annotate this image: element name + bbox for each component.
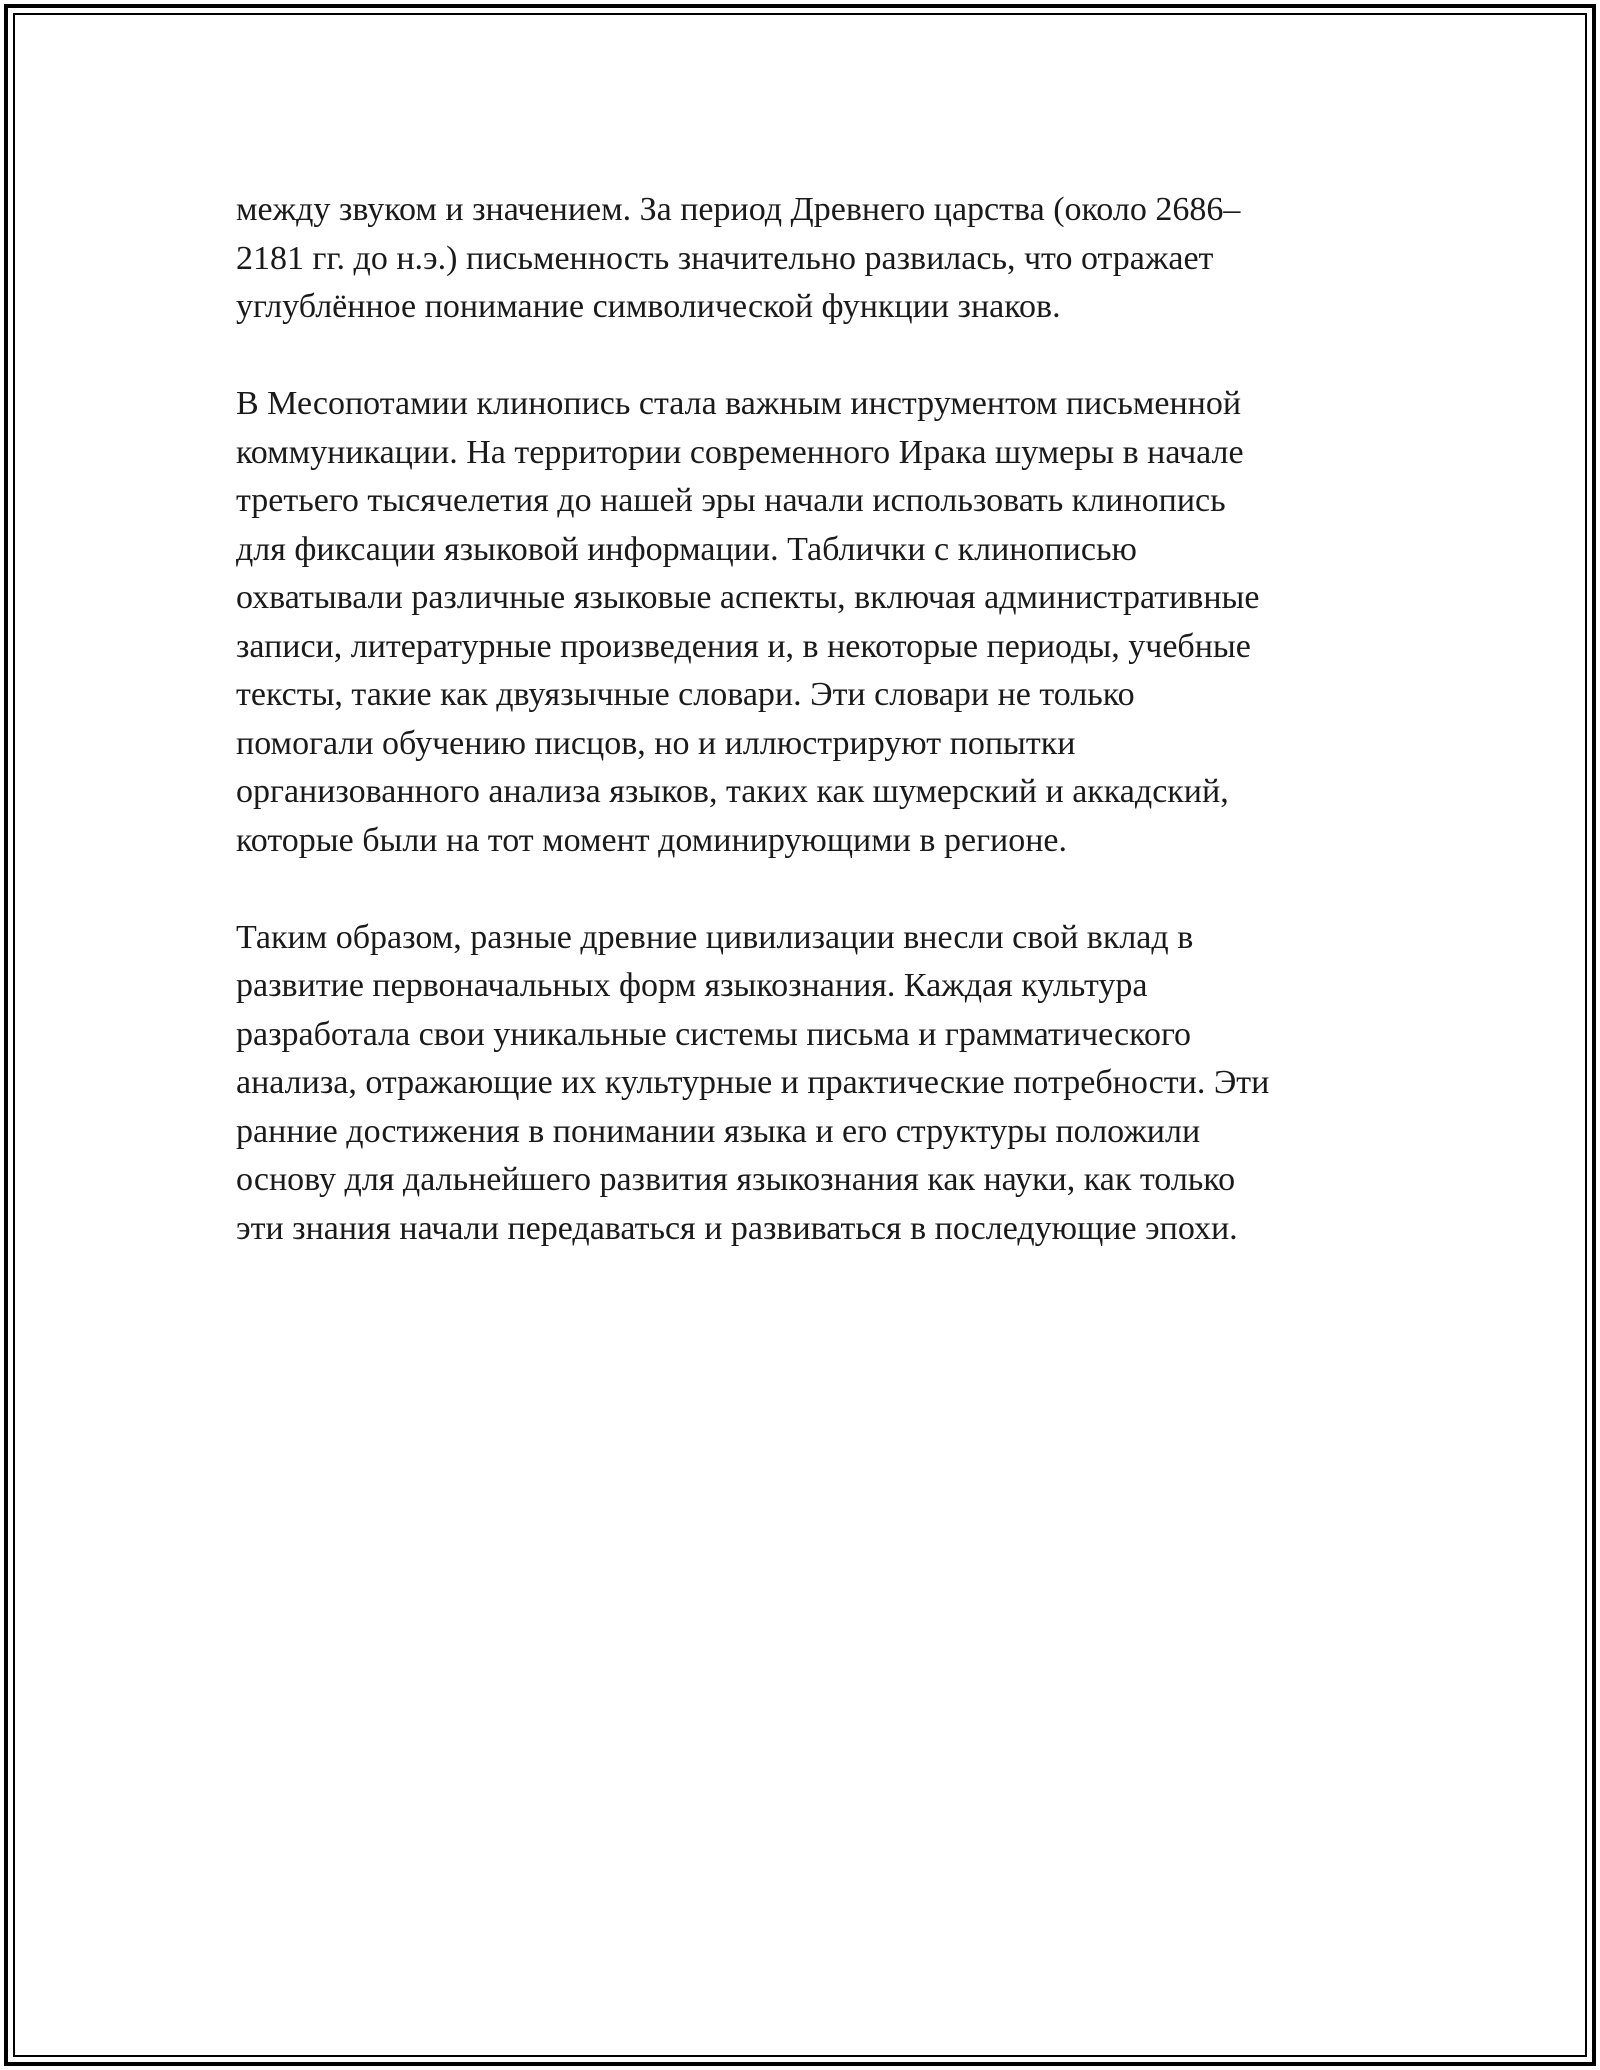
text-line: основу для дальнейшего развития языкознания как науки, как только: [236, 1161, 1236, 1198]
text-line: эти знания начали передаваться и развиваться в последующие эпохи.: [236, 1209, 1238, 1247]
text-line: развитие первоначальных форм языкознания. Каждая культура: [236, 967, 1148, 1004]
paragraph-egypt-writing: [236, 186, 1366, 332]
text-line: помогали обучению писцов, но и иллюстрируют попытки: [236, 724, 1076, 762]
text-line: ранние достижения в понимании языка и его структуры положили: [236, 1112, 1201, 1150]
text-line: коммуникации. На территории современного Ирака шумеры в начале: [236, 433, 1244, 471]
text-line: Таким образом, разные древние цивилизации внесли свой вклад в: [236, 918, 1194, 956]
text-line: тексты, такие как двуязычные словари. Эти словари не только: [236, 676, 1135, 713]
document-body: [236, 186, 1366, 1302]
paragraph-mesopotamia-cuneiform: [236, 380, 1366, 865]
text-line: анализа, отражающие их культурные и практические потребности. Эти: [236, 1064, 1270, 1101]
text-line: которые были на тот момент доминирующими в регионе.: [236, 821, 1067, 859]
text-line: для фиксации языковой информации. Таблички с клинописью: [236, 530, 1137, 568]
paragraph-conclusion: [236, 914, 1366, 1254]
text-line: разработала свои уникальные системы письма и грамматического: [236, 1015, 1192, 1053]
text-line: третьего тысячелетия до нашей эры начали использовать клинопись: [236, 482, 1226, 519]
text-line: В Месопотамии клинопись стала важным инструментом письменной: [236, 385, 1242, 422]
text-line: углублённое понимание символической функции знаков.: [236, 288, 1061, 325]
text-line: 2181 гг. до н.э.) письменность значительно развилась, что отражает: [236, 239, 1214, 277]
text-line: записи, литературные произведения и, в некоторые периоды, учебные: [236, 627, 1251, 665]
text-line: организованного анализа языков, таких как шумерский и аккадский,: [236, 773, 1229, 810]
text-line: охватывали различные языковые аспекты, включая административные: [236, 579, 1260, 616]
text-line: между звуком и значением. За период Древнего царства (около 2686–: [236, 191, 1241, 228]
